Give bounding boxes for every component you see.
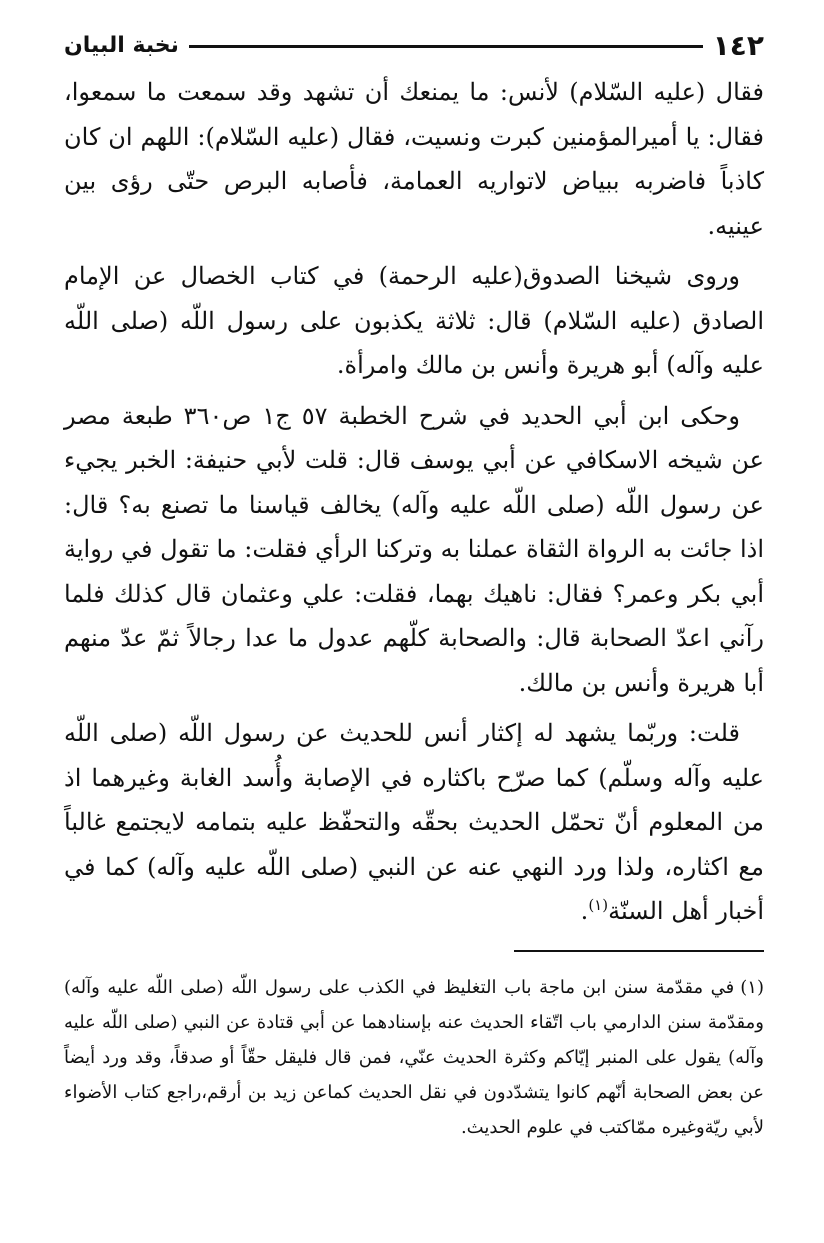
paragraph-1: فقال (عليه السّلام) لأنس: ما يمنعك أن تشهد وقد سمعت ما سمعوا، فقال: يا أميرالمؤمنين كبرت ونسيت، فقال (عليه السّلام): اللهم ان كان كاذباً فاضربه ببياض لاتواريه العمامة، فأصابه البرص حتّى رؤى بين عينيه. — [64, 78, 764, 240]
book-page — [64, 26, 764, 1145]
footnote-text: في مقدّمة سنن ابن ماجة باب التغليظ في الكذب على رسول اللّه (صلى اللّه عليه وآله) ومقدّمة سنن الدارمي باب اتّقاء الحديث عنه بإسنادهما عن أبي قتادة عن النبي (صلى اللّه عليه وآله) يقول على المنبر إيّاكم وكثرة الحديث عنّي، فمن قال فليقل حقّاً أو صدقاً، وقد ورد أيضاً عن بعض الصحابة أنّهم كانوا يتشدّدون في نقل الحديث كماعن زيد بن أرقم،راجع كتاب الأضواء لأبي ريّةوغيره ممّاكتب في علوم الحديث. — [64, 976, 764, 1138]
header-rule — [189, 45, 703, 48]
paragraph-3: وحكى ابن أبي الحديد في شرح الخطبة ٥٧ ج١ ص٣٦٠ طبعة مصر عن شيخه الاسكافي عن أبي يوسف قال: قلت لأبي حنيفة: الخبر يجيء عن رسول اللّه (صلى اللّه عليه وآله) يخالف قياسنا ما تصنع به؟ قال: اذا جائت به الرواة الثقاة عملنا به وتركنا الرأي فقلت: ما تقول في رواية أبي بكر وعمر؟ فقال: ناهيك بهما، فقلت: علي وعثمان قال كذلك فلما رآني اعدّ الصحابة قال: والصحابة كلّهم عدول ما عدا رجالاً ثمّ عدّ منهم أبا هريرة وأنس بن مالك. — [64, 401, 764, 697]
footnote-marker: (١) — [740, 976, 764, 998]
paragraph-4-end: . — [580, 897, 589, 925]
footnote-separator — [514, 950, 764, 952]
footnote-reference: (١) — [588, 896, 609, 914]
running-title: نخبة البيان — [64, 33, 179, 58]
paragraph-4 — [64, 711, 764, 934]
paragraph-2: وروى شيخنا الصدوق(عليه الرحمة) في كتاب الخصال عن الإمام الصادق (عليه السّلام) قال: ثلاثة يكذبون على رسول اللّه (صلى اللّه عليه وآله) أبو هريرة وأنس بن مالك وامرأة. — [64, 262, 765, 379]
paragraph-4-text: قلت: وربّما يشهد له إكثار أنس للحديث عن رسول اللّه (صلى اللّه عليه وآله وسلّم) كما صرّح باكثاره في الإصابة وأُسد الغابة وغيرهما اذ من المعلوم أنّ تحمّل الحديث بحقّه والتحفّظ عليه بتمامه لايجتمع غالباً مع اكثاره، ولذا ورد النهي عنه عن النبي (صلى اللّه عليه وآله) كما في أخبار أهل السنّة — [64, 719, 764, 925]
page-header — [64, 26, 764, 66]
body-text — [64, 70, 764, 934]
footnote-1 — [64, 970, 764, 1145]
page-number: ١٤٢ — [712, 29, 764, 62]
